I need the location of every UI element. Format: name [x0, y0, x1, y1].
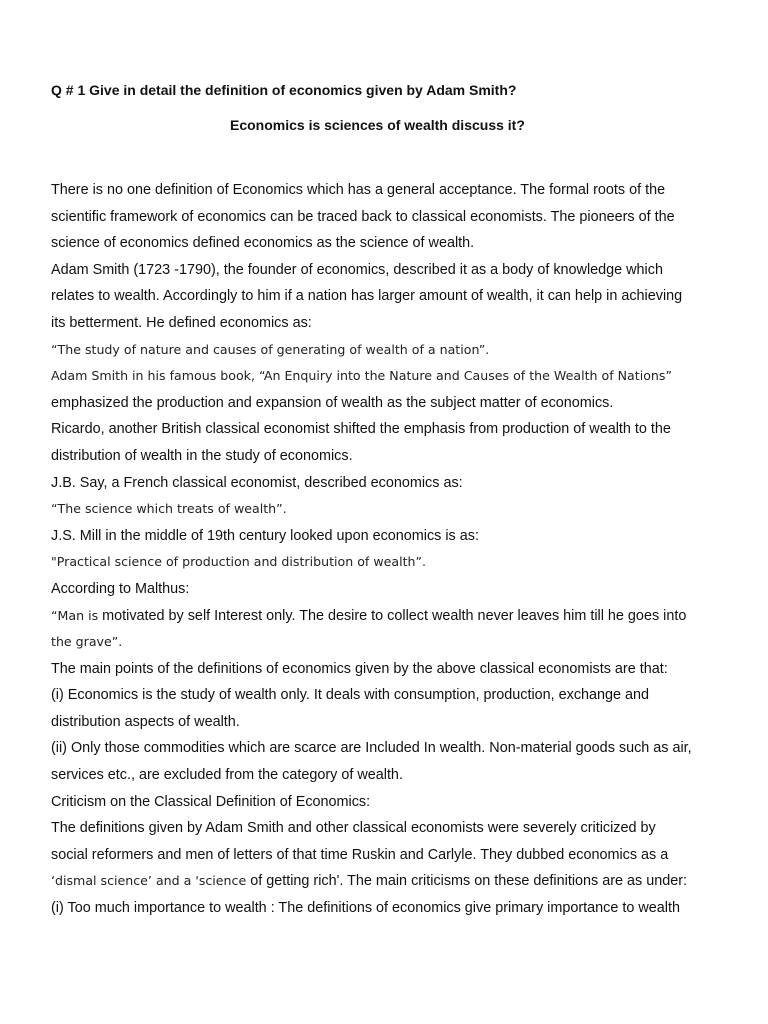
paragraph-line: (ii) Only those commodities which are scarce are Included In wealth. Non-material goods such as air, [51, 740, 692, 757]
paragraph-line: According to Malthus: [51, 580, 190, 597]
question-heading: Q # 1 Give in detail the definition of economics given by Adam Smith? [51, 82, 517, 98]
quote-line: “The science which treats of wealth”. [51, 501, 287, 517]
text-fragment: of getting rich'. The main criticisms on these definitions are as under: [246, 873, 688, 890]
paragraph-line: its betterment. He defined economics as: [51, 314, 312, 331]
paragraph-line: distribution aspects of wealth. [51, 713, 240, 730]
paragraph-line: scientific framework of economics can be traced back to classical economists. The pioneers of the [51, 208, 675, 225]
paragraph-line: emphasized the production and expansion of wealth as the subject matter of economics. [51, 394, 614, 411]
paragraph-line: Adam Smith (1723 -1790), the founder of economics, described it as a body of knowledge which [51, 261, 663, 278]
quote-line-mixed [51, 603, 731, 630]
paragraph-line: There is no one definition of Economics which has a general acceptance. The formal roots of the [51, 182, 666, 198]
quote-fragment: ‘dismal science’ and a 'science [51, 873, 247, 889]
paragraph-line: Criticism on the Classical Definition of Economics: [51, 793, 371, 810]
paragraph-line: distribution of wealth in the study of economics. [51, 447, 353, 464]
quote-line-mixed [51, 868, 731, 895]
paragraph-line: J.B. Say, a French classical economist, described economics as: [51, 474, 463, 491]
paragraph-line: The definitions given by Adam Smith and other classical economists were severely criticized by [51, 820, 656, 837]
paragraph-line: social reformers and men of letters of that time Ruskin and Carlyle. They dubbed economics as a [51, 846, 669, 863]
paragraph-line: science of economics defined economics as the science of wealth. [51, 235, 475, 252]
quote-line: Adam Smith in his famous book, “An Enquiry into the Nature and Causes of the Wealth of Nations” [51, 368, 672, 384]
paragraph-line: services etc., are excluded from the category of wealth. [51, 767, 403, 784]
paragraph-line: J.S. Mill in the middle of 19th century looked upon economics is as: [51, 527, 479, 544]
body-text [51, 177, 731, 922]
quote-line: the grave”. [51, 634, 123, 650]
paragraph-line: (i) Too much importance to wealth : The definitions of economics give primary importance to wealth [51, 900, 680, 917]
quote-line: “The study of nature and causes of generating of wealth of a nation”. [51, 341, 490, 357]
paragraph-line: The main points of the definitions of economics given by the above classical economists are that: [51, 660, 668, 677]
paragraph-line: Ricardo, another British classical economist shifted the emphasis from production of wealth to the [51, 421, 671, 438]
paragraph-line: relates to wealth. Accordingly to him if a nation has larger amount of wealth, it can help in achieving [51, 288, 683, 305]
text-fragment: motivated by self Interest only. The desire to collect wealth never leaves him till he goes into [98, 607, 687, 624]
quote-line: "Practical science of production and distribution of wealth”. [51, 554, 427, 570]
question-subheading: Economics is sciences of wealth discuss it? [230, 117, 525, 133]
paragraph-line: (i) Economics is the study of wealth only. It deals with consumption, production, exchange and [51, 687, 650, 704]
quote-fragment: “Man is [51, 607, 99, 623]
